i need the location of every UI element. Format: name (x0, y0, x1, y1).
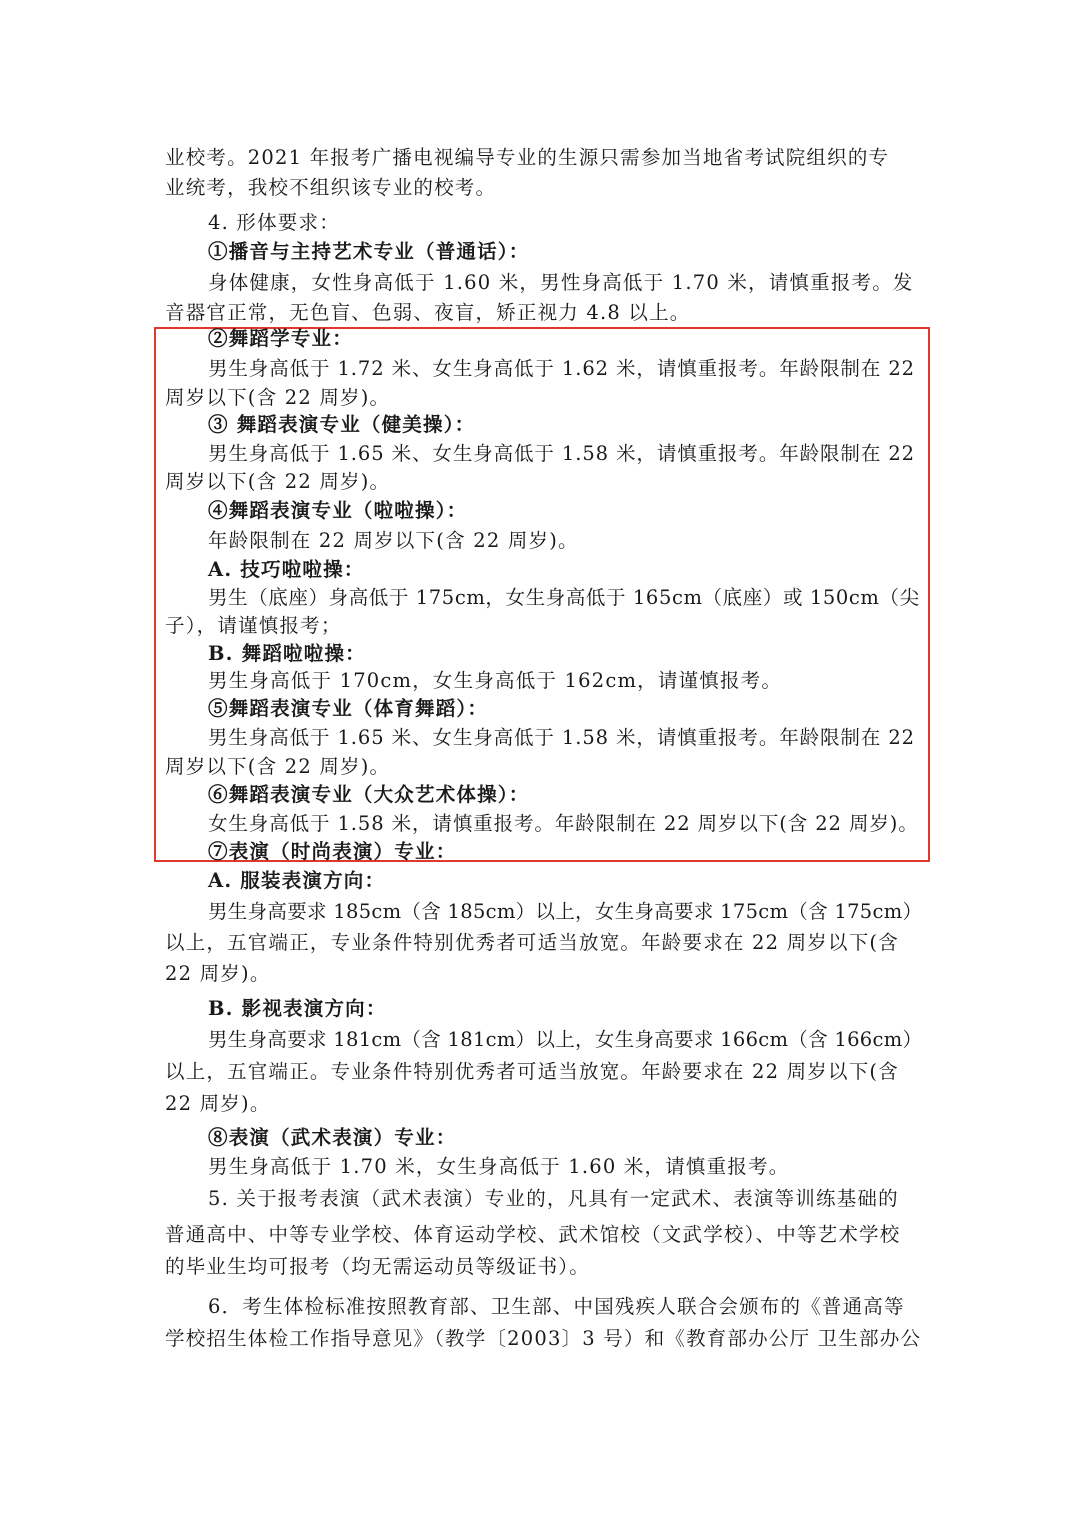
text-line: 男生身高要求 185cm（含 185cm）以上，女生身高要求 175cm（含 175cm） (208, 900, 923, 923)
text-line: 22 周岁)。 (165, 1092, 271, 1115)
subheading: B. 影视表演方向： (208, 997, 387, 1020)
text-line: 音器官正常，无色盲、色弱、夜盲，矫正视力 4.8 以上。 (165, 301, 691, 324)
text-line: 6．考生体检标准按照教育部、卫生部、中国残疾人联合会颁布的《普通高等 (208, 1295, 905, 1318)
subheading: ⑦表演（时尚表演）专业： (208, 840, 457, 863)
text-line: 男生身高低于 170cm，女生身高低于 162cm，请谨慎报考。 (208, 669, 783, 692)
subheading: ⑤舞蹈表演专业（体育舞蹈）： (208, 697, 489, 720)
text-line: 女生身高低于 1.58 米，请慎重报考。年龄限制在 22 周岁以下(含 22 周岁)。 (208, 812, 919, 835)
subheading: B. 舞蹈啦啦操： (208, 642, 366, 665)
subheading: ⑥舞蹈表演专业（大众艺术体操）： (208, 783, 530, 806)
section-heading: 4. 形体要求： (208, 211, 340, 234)
subheading: A. 技巧啦啦操： (208, 558, 365, 581)
text-line: 年龄限制在 22 周岁以下(含 22 周岁)。 (208, 529, 579, 552)
text-line: 子），请谨慎报考； (165, 614, 342, 637)
text-line: 男生身高低于 1.65 米、女生身高低于 1.58 米，请慎重报考。年龄限制在 22 (208, 726, 915, 749)
text-line: 业校考。2021 年报考广播电视编导专业的生源只需参加当地省考试院组织的专 (165, 146, 890, 169)
text-line: 以上，五官端正，专业条件特别优秀者可适当放宽。年龄要求在 22 周岁以下(含 (165, 931, 899, 954)
text-line: 学校招生体检工作指导意见》（教学〔2003〕3 号）和《教育部办公厅 卫生部办公 (165, 1327, 922, 1350)
text-line: 周岁以下(含 22 周岁)。 (165, 386, 391, 409)
text-line: 5. 关于报考表演（武术表演）专业的，凡具有一定武术、表演等训练基础的 (208, 1187, 899, 1210)
text-line: 男生身高低于 1.70 米，女生身高低于 1.60 米，请慎重报考。 (208, 1155, 790, 1178)
text-line: 男生身高低于 1.72 米、女生身高低于 1.62 米，请慎重报考。年龄限制在 22 (208, 357, 915, 380)
text-line: 业统考，我校不组织该专业的校考。 (165, 176, 497, 199)
text-line: 以上，五官端正。专业条件特别优秀者可适当放宽。年龄要求在 22 周岁以下(含 (165, 1060, 899, 1083)
text-line: 22 周岁)。 (165, 962, 271, 985)
text-line: 男生（底座）身高低于 175cm，女生身高低于 165cm（底座）或 150cm（尖 (208, 586, 920, 609)
text-line: 周岁以下(含 22 周岁)。 (165, 755, 391, 778)
subheading: ③ 舞蹈表演专业（健美操）： (208, 413, 476, 436)
text-line: 男生身高要求 181cm（含 181cm）以上，女生身高要求 166cm（含 166cm） (208, 1028, 923, 1051)
text-line: 普通高中、中等专业学校、体育运动学校、武术馆校（文武学校）、中等艺术学校 (165, 1223, 901, 1246)
subheading: ④舞蹈表演专业（啦啦操）： (208, 499, 468, 522)
text-line: 男生身高低于 1.65 米、女生身高低于 1.58 米，请慎重报考。年龄限制在 22 (208, 442, 915, 465)
subheading: ②舞蹈学专业： (208, 327, 353, 350)
subheading: A. 服装表演方向： (208, 869, 386, 892)
subheading: ①播音与主持艺术专业（普通话）： (208, 240, 530, 263)
text-line: 身体健康，女性身高低于 1.60 米，男性身高低于 1.70 米，请慎重报考。发 (208, 271, 914, 294)
text-line: 周岁以下(含 22 周岁)。 (165, 470, 391, 493)
subheading: ⑧表演（武术表演）专业： (208, 1126, 457, 1149)
text-line: 的毕业生均可报考（均无需运动员等级证书）。 (165, 1255, 590, 1278)
